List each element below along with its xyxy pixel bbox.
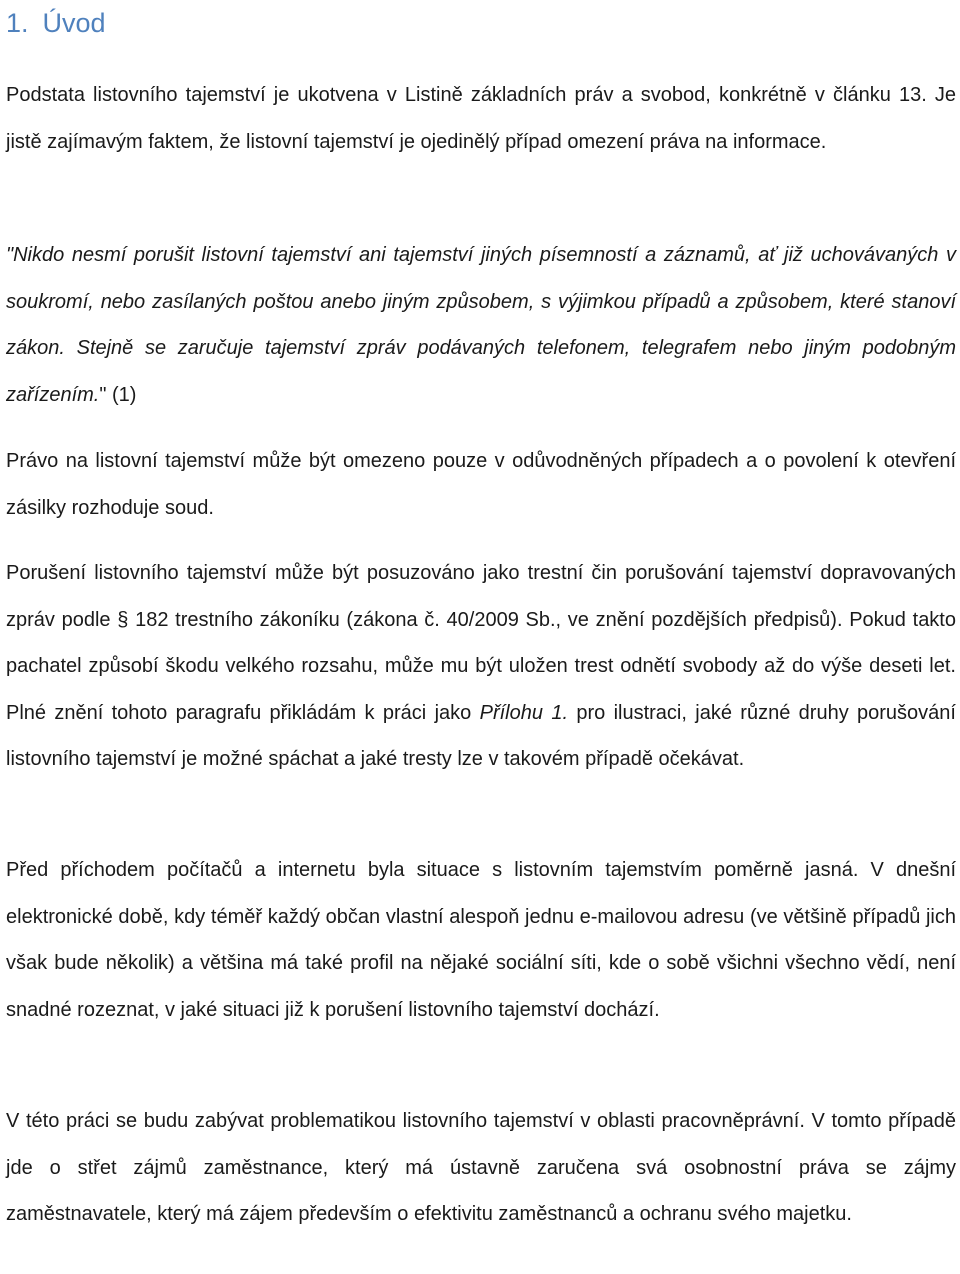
paragraph-intro: Podstata listovního tajemství je ukotvena v Listině základních práv a svobod, konkrétně v článku 13. Je jistě zajímavým faktem, že listovní tajemství je ojedinělý případ omezení práva na informace. — [6, 84, 956, 153]
quote-citation: " (1) — [99, 383, 137, 406]
criminal-text-after: pro ilustraci, jaké různé druhy porušování listovního tajemství je možné spáchat a jaké tresty lze v takovém případě očekávat. — [6, 701, 956, 770]
paragraph-electronic-era: Před příchodem počítačů a internetu byla situace s listovním tajemstvím poměrně jasná. V dnešní elektronické době, kdy téměř každý občan vlastní alespoň jednu e-mailovou adresu (ve většině případů jich však bude několik) a většina má také profil na nějaké sociální síti, kde o sobě všichni všechno vědí, není snadné rozeznat, v jaké situaci již k porušení listovního tajemství dochází. — [6, 859, 956, 1021]
section-number: 1. — [6, 8, 29, 38]
paragraph-criminal — [6, 550, 956, 783]
paragraph-quote — [6, 232, 956, 418]
section-title: Úvod — [42, 8, 106, 38]
appendix-reference: Přílohu 1. — [479, 701, 568, 724]
section-heading — [6, 4, 956, 42]
paragraph-restriction: Právo na listovní tajemství může být omezeno pouze v odůvodněných případech a o povolení k otevření zásilky rozhoduje soud. — [6, 450, 956, 519]
document-page — [6, 0, 956, 1225]
quote-text: "Nikdo nesmí porušit listovní tajemství ani tajemství jiných písemností a záznamů, ať již uchovávaných v soukromí, nebo zasílaných poštou anebo jiným způsobem, s výjimkou případů a způsobem, které stanoví zákon. Stejně se zaručuje tajemství zpráv podávaných telefonem, telegrafem nebo jiným podobným zařízením. — [6, 244, 956, 406]
criminal-text-before: Porušení listovního tajemství může být posuzováno jako trestní čin porušování tajemství dopravovaných zpráv podle § 182 trestního zákoníku (zákona č. 40/2009 Sb., ve znění pozdějších předpisů). Pokud takto pachatel způsobí škodu velkého rozsahu, může mu být uložen trest odnětí svobody až do výše deseti let. Plné znění tohoto paragrafu přikládám k práci jako — [6, 562, 956, 724]
paragraph-thesis-scope: V této práci se budu zabývat problematikou listovního tajemství v oblasti pracovněprávní. V tomto případě jde o střet zájmů zaměstnance, který má ústavně zaručena svá osobnostní práva se zájmy zaměstnavatele, který má zájem především o efektivitu zaměstnanců a ochranu svého majetku. — [6, 1110, 956, 1225]
